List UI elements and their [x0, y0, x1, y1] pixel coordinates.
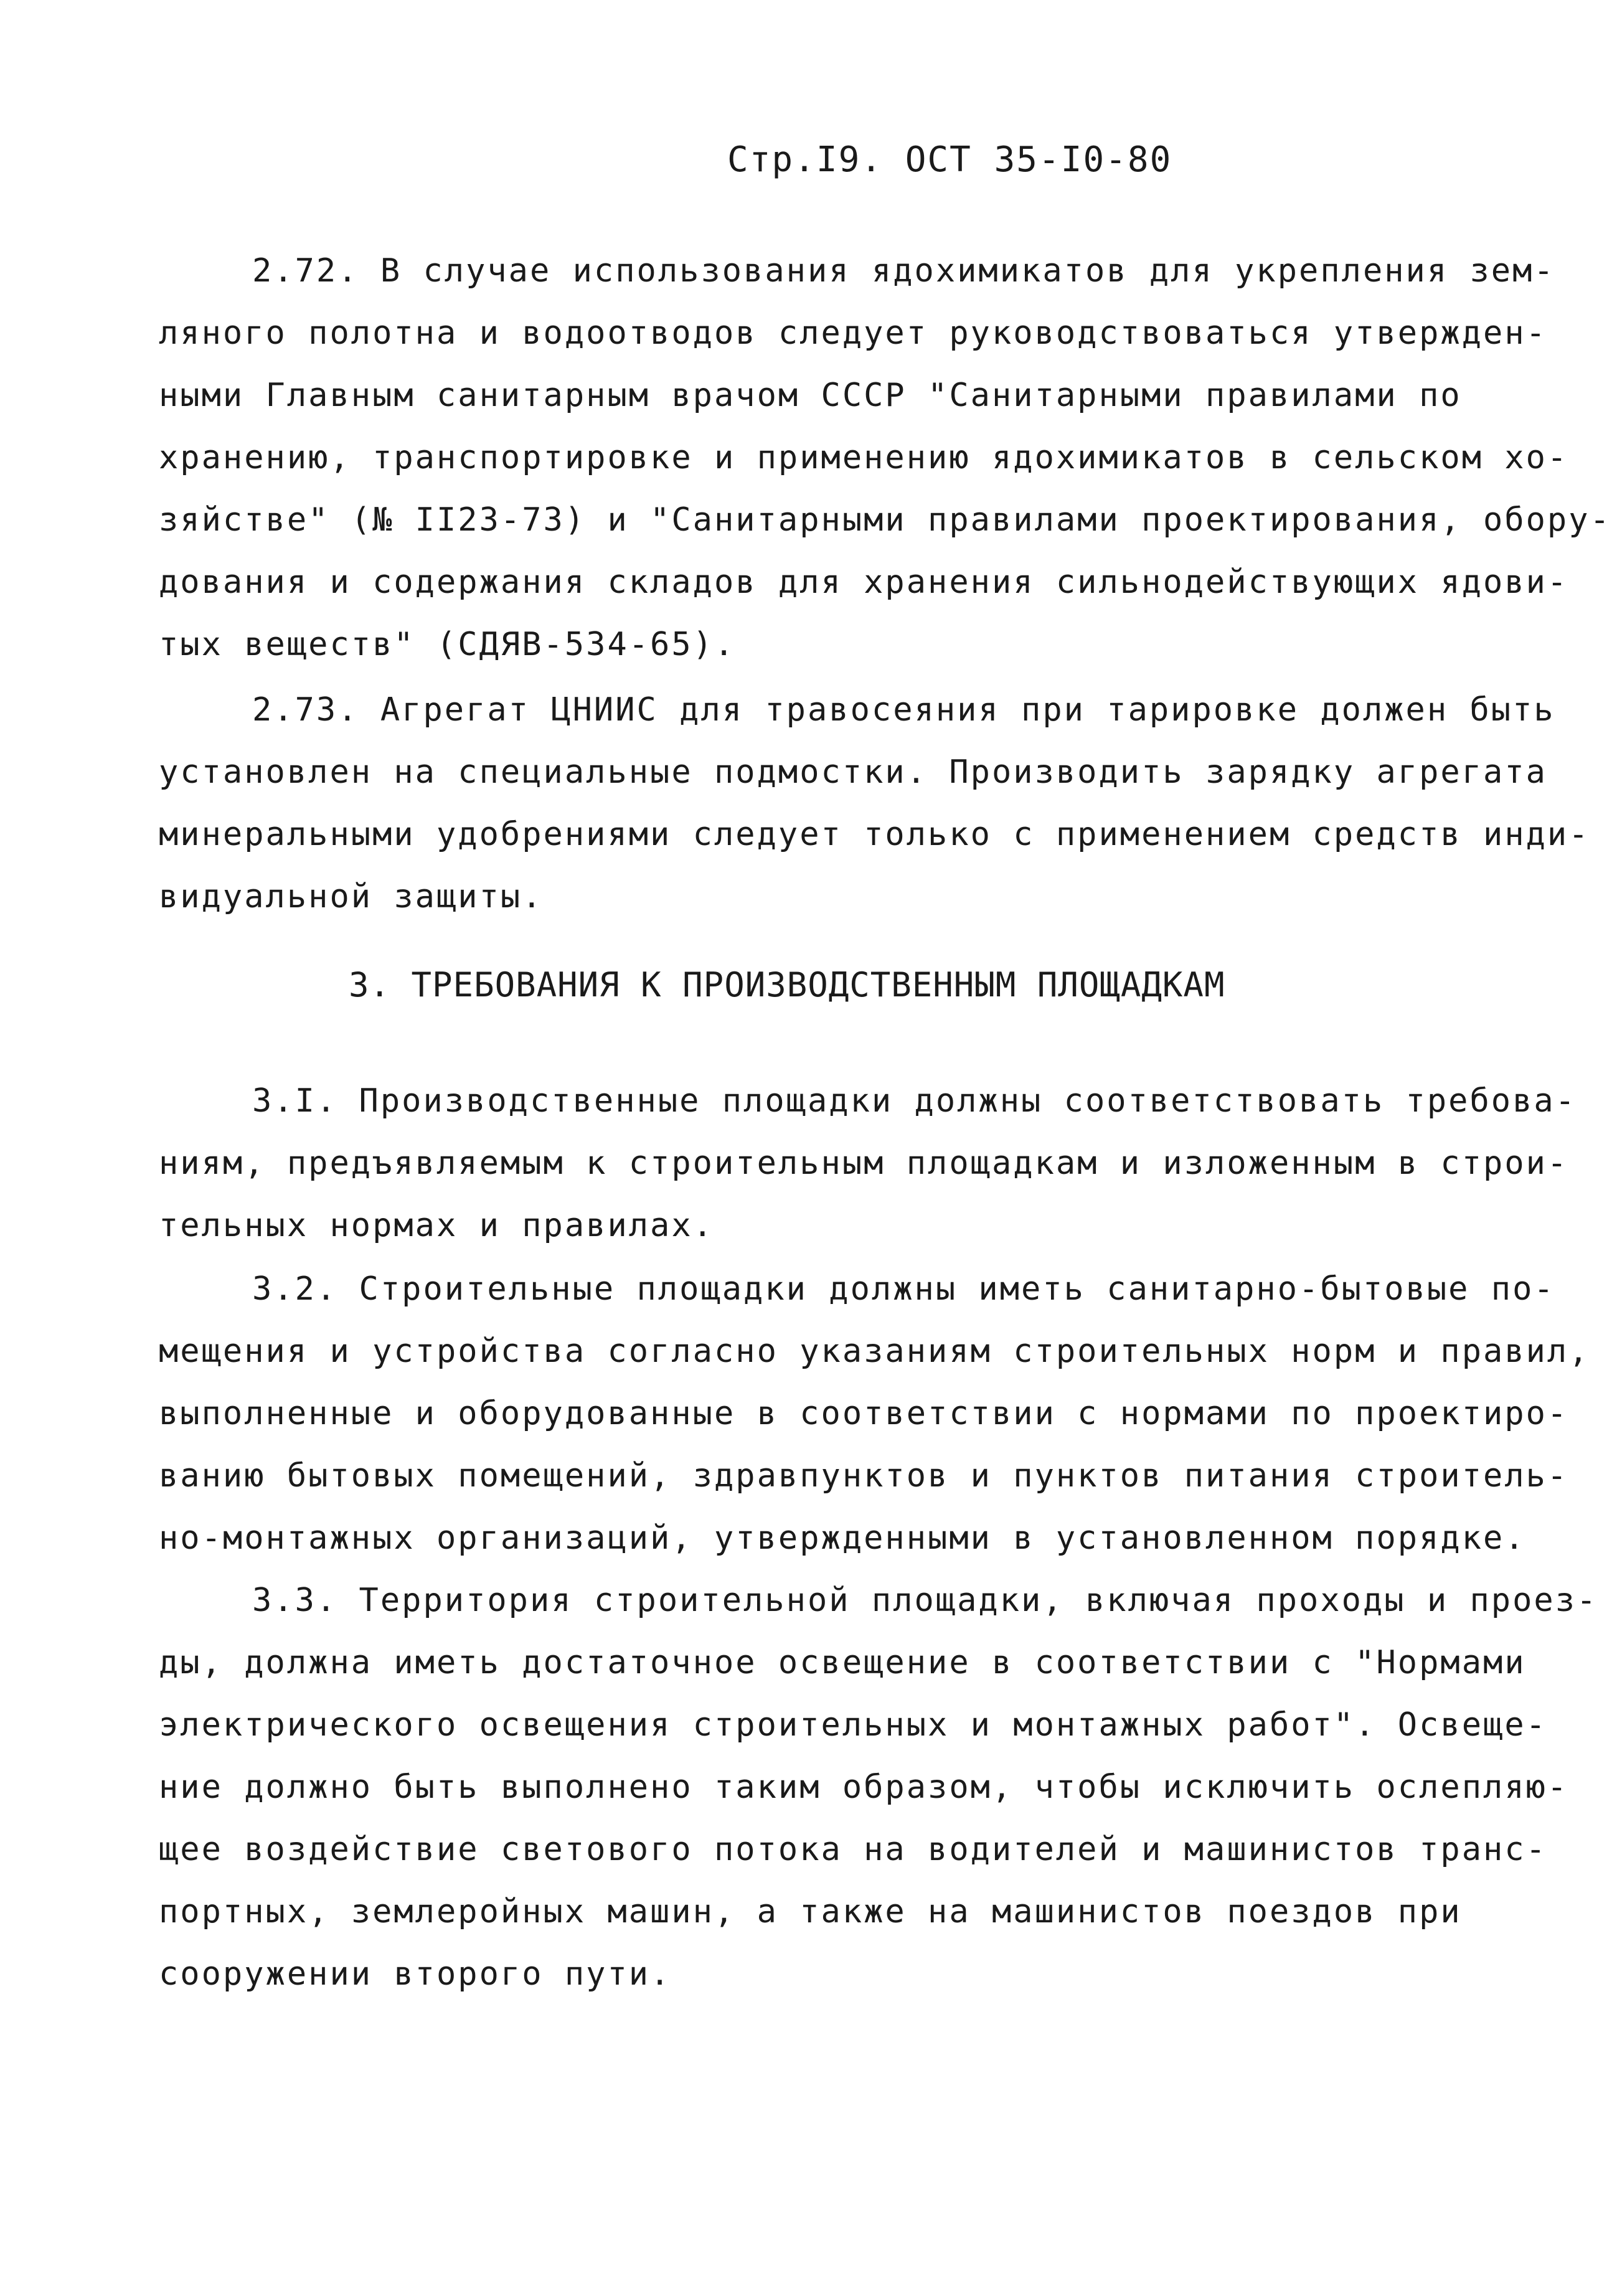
text-line: 3.I. Производственные площадки должны соответствовать требова- [252, 1082, 1577, 1120]
text-line: 2.72. В случае использования ядохимикатов для укрепления зем- [252, 252, 1555, 290]
text-line: ляного полотна и водоотводов следует руководствоваться утвержден- [159, 314, 1547, 352]
text-line: ние должно быть выполнено таким образом, чтобы исключить ослепляю- [159, 1769, 1569, 1806]
text-line: ными Главным санитарным врачом СССР "Санитарными правилами по [159, 377, 1462, 414]
text-line: но-монтажных организаций, утвержденными в установленном порядке. [159, 1519, 1526, 1557]
text-line: выполненные и оборудованные в соответствии с нормами по проектиро- [159, 1395, 1569, 1432]
page-header: Стр.I9. ОСТ 35-I0-80 [727, 139, 1172, 180]
text-line: установлен на специальные подмостки. Производить зарядку агрегата [159, 754, 1547, 791]
text-line: дования и содержания складов для хранения сильнодействующих ядови- [159, 564, 1569, 601]
text-line: сооружении второго пути. [159, 1955, 672, 1993]
text-line: 3.3. Территория строительной площадки, включая проходы и проез- [252, 1582, 1598, 1619]
text-line: портных, землеройных машин, а также на машинистов поездов при [159, 1893, 1462, 1930]
text-line: хранению, транспортировке и применению ядохимикатов в сельском хо- [159, 439, 1569, 476]
text-line: тельных нормах и правилах. [159, 1207, 714, 1244]
text-line: тых веществ" (СДЯВ-534-65). [159, 626, 736, 663]
text-line: электрического освещения строительных и монтажных работ". Освеще- [159, 1706, 1547, 1744]
text-line: минеральными удобрениями следует только с применением средств инди- [159, 816, 1590, 853]
text-line: ниям, предъявляемым к строительным площадкам и изложенным в строи- [159, 1145, 1569, 1182]
text-line: ды, должна иметь достаточное освещение в соответствии с "Нормами [159, 1644, 1526, 1681]
text-line: мещения и устройства согласно указаниям строительных норм и правил, [159, 1333, 1590, 1370]
text-line: видуальной защиты. [159, 878, 544, 915]
text-line: ванию бытовых помещений, здравпунктов и пунктов питания строитель- [159, 1457, 1569, 1495]
text-line: щее воздействие светового потока на водителей и машинистов транс- [159, 1831, 1547, 1868]
section-heading: 3. ТРЕБОВАНИЯ К ПРОИЗВОДСТВЕННЫМ ПЛОЩАДКАМ [349, 965, 1225, 1004]
text-line: 3.2. Строительные площадки должны иметь санитарно-бытовые по- [252, 1270, 1555, 1308]
text-line: 2.73. Агрегат ЦНИИС для травосеяния при тарировке должен быть [252, 691, 1555, 729]
text-line: зяйстве" (№ II23-73) и "Санитарными правилами проектирования, обору- [159, 501, 1611, 539]
